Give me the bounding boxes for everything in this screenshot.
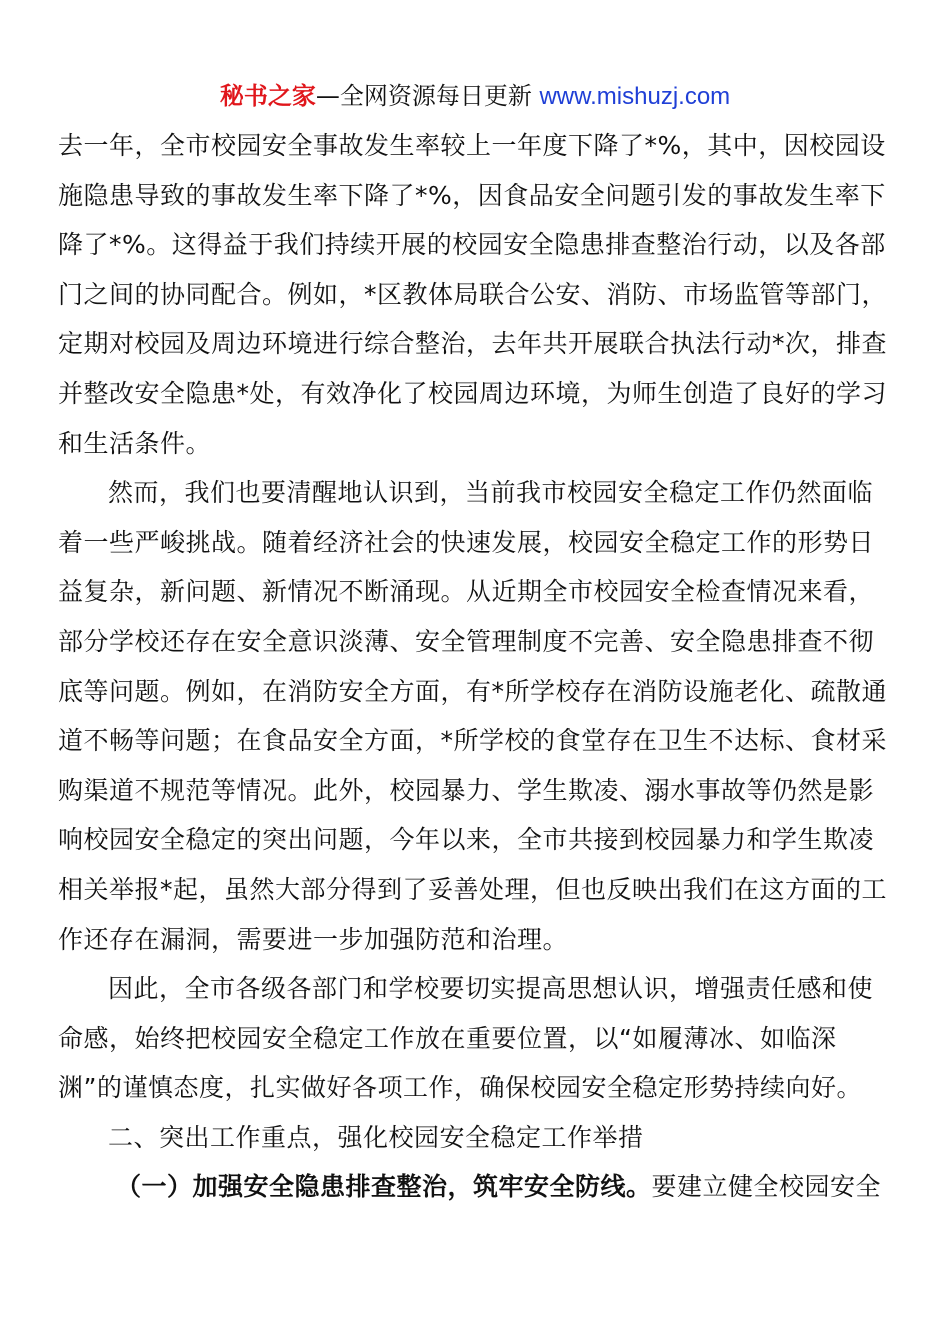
text-line: 益复杂，新问题、新情况不断涌现。从近期全市校园安全检查情况来看， [58,577,875,607]
text-line: 施隐患导致的事故发生率下降了*%，因食品安全问题引发的事故发生率下 [58,180,886,210]
site-brand: 秘书之家 [219,82,316,110]
text-line: 作还存在漏洞，需要进一步加强防范和治理。 [58,924,569,954]
text-line: 底等问题。例如，在消防安全方面，有*所学校存在消防设施老化、疏散通 [58,676,888,706]
section-heading-bold: （一）加强安全隐患排查整治，筑牢安全防线。 [116,1172,652,1202]
text-line: 购渠道不规范等情况。此外，校园暴力、学生欺凌、溺水事故等仍然是影 [58,775,875,805]
text-line: 渊”的谨慎态度，扎实做好各项工作，确保校园安全稳定形势持续向好。 [58,1073,862,1103]
text-line: 因此，全市各级各部门和学校要切实提高思想认识，增强责任感和使 [108,974,874,1004]
text-line: 去一年，全市校园安全事故发生率较上一年度下降了*%，其中，因校园设 [58,131,886,160]
text-line: 二、突出工作重点，强化校园安全稳定工作举措 [108,1122,644,1152]
text-line: 并整改安全隐患*处，有效净化了校园周边环境，为师生创造了良好的学习 [58,378,888,408]
text-line: 道不畅等问题；在食品安全方面，*所学校的食堂存在卫生不达标、食材采 [58,726,888,756]
text-line: 部分学校还存在安全意识淡薄、安全管理制度不完善、安全隐患排查不彻 [58,626,875,656]
site-tagline: —全网资源每日更新 [315,82,540,110]
text-line: 命感，始终把校园安全稳定工作放在重要位置，以“如履薄冰、如临深 [58,1023,837,1053]
text-line: 响校园安全稳定的突出问题，今年以来，全市共接到校园暴力和学生欺凌 [58,825,875,855]
site-url-link[interactable]: www.mishuzj.com [539,83,731,110]
section-heading-line [58,1162,892,1212]
text-line: 相关举报*起，虽然大部分得到了妥善处理，但也反映出我们在这方面的工 [58,874,888,904]
text-line: 门之间的协同配合。例如，*区教体局联合公安、消防、市场监管等部门， [58,279,888,309]
text-line: 和生活条件。 [58,428,212,458]
site-header [0,80,950,113]
text-line: 着一些严峻挑战。随着经济社会的快速发展，校园安全稳定工作的形势日 [58,527,875,557]
document-body [58,121,892,1212]
section-heading-rest: 要建立健全校园安全 [651,1172,882,1202]
text-line: 定期对校园及周边环境进行综合整治，去年共开展联合执法行动*次，排查 [58,329,888,359]
text-line: 然而，我们也要清醒地认识到，当前我市校园安全稳定工作仍然面临 [108,478,874,508]
text-line: 降了*%。这得益于我们持续开展的校园安全隐患排查整治行动，以及各部 [58,230,886,260]
